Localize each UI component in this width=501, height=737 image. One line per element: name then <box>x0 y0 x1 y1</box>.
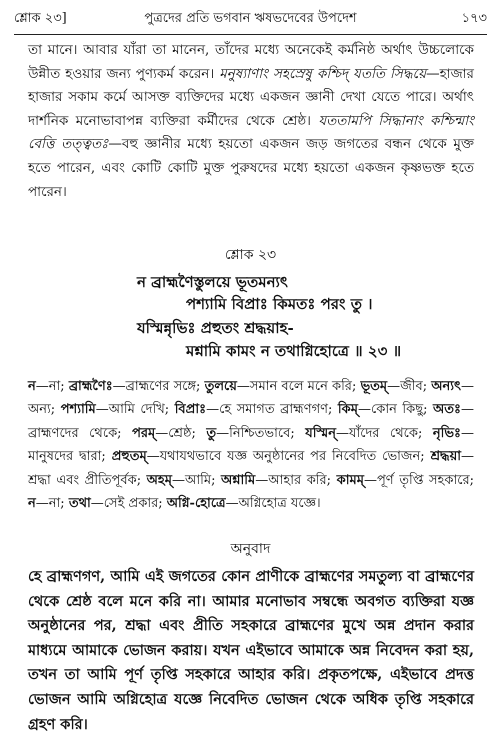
synonym-meaning: মানুষদের দ্বারা; <box>28 449 112 465</box>
synonym-meaning: ব্রাহ্মণের সঙ্গে; <box>125 379 205 394</box>
synonym-meaning: শ্রেষ্ঠ; <box>168 425 207 441</box>
synonym-word: তু <box>206 425 217 441</box>
synonym-meaning: নিশ্চিতভাবে; <box>229 425 306 441</box>
verse-line-2: পশ্যামি বিপ্রাঃ কিমতঃ পরং তু । <box>186 295 373 313</box>
header-rule <box>14 34 487 35</box>
synonym-word: শ্রদ্ধয়া <box>430 449 461 465</box>
synonym-meaning: সমান বলে মনে করি; <box>249 379 361 394</box>
synonym-meaning: অন্য; <box>28 402 61 418</box>
synonym-word: পশ্যামি <box>60 402 96 418</box>
synonym-word: অন্যৎ <box>431 379 461 394</box>
synonym-meaning: যথাযথভাবে যজ্ঞ অনুষ্ঠানের পর নিবেদিত ভোজন; <box>159 449 431 465</box>
synonym-word: তুলয়ে <box>204 379 237 394</box>
quote-bhagavad-gita-1: মনুষ্যাণাং সহস্রেষু কশ্চিদ্ যততি সিদ্ধয়ে <box>219 65 427 82</box>
synonym-word: অহম্ <box>146 472 172 488</box>
synonym-word: নৃভিঃ <box>432 425 461 441</box>
quote-bhagavad-gita-2: যততামপি সিদ্ধানাং কশ্চিন্মাং বেত্তি তত্ত্বতঃ <box>28 112 474 153</box>
synonym-meaning: অগ্নিহোত্র যজ্ঞে। <box>238 496 321 512</box>
synonym-word: কামম্ <box>336 472 364 488</box>
synonym-word: ন <box>28 496 36 512</box>
synonym-meaning: শ্রদ্ধা এবং প্রীতিপূর্বক; <box>28 472 147 488</box>
synonym-meaning: পূর্ণ তৃপ্তি সহকারে; <box>376 472 474 488</box>
translation-heading: অনুবাদ <box>230 541 271 557</box>
word-for-word-synonyms: ন—না; ব্রাহ্মণৈঃ—ব্রাহ্মণের সঙ্গে; তুলয়ে—সমান বলে মনে করি; ভূতম্—জীব; অন্যৎ—অন্য; পশ্যামি—আমি দেখি; বিপ্রাঃ—হে সমাগত ব্রাহ্মণগণ; কিম্—কোন কিছু; অতঃ—ব্রাহ্মণদের থেকে; পরম্—শ্রেষ্ঠ; তু—নিশ্চিতভাবে; যস্মিন্—যাঁদের থেকে; নৃভিঃ—মানুষদের দ্বারা; প্রহুতম্—যথাযথভাবে যজ্ঞ অনুষ্ঠানের পর নিবেদিত ভোজন; শ্রদ্ধয়া—শ্রদ্ধা এবং প্রীতিপূর্বক; অহম্—আমি; অশ্নামি—আহার করি; কামম্—পূর্ণ তৃপ্তি সহকারে; ন—না; তথা—সেই প্রকার; অগ্নি-হোত্রে—অগ্নিহোত্র যজ্ঞে। <box>28 379 474 512</box>
verse-line-1: ন ব্রাহ্মণৈস্তুলয়ে ভূতমন্যৎ <box>137 273 288 291</box>
synonym-meaning: জীব; <box>400 379 432 394</box>
synonym-word: ব্রাহ্মণৈঃ <box>68 379 113 394</box>
synonym-meaning: সেই প্রকার; <box>103 496 167 512</box>
synonym-meaning: আমি দেখি; <box>108 402 175 418</box>
synonym-word: অশ্নামি <box>221 472 256 488</box>
verse-heading: শ্লোক ২৩ <box>224 247 277 263</box>
header-verse-ref: শ্লোক ২৩] <box>14 11 67 26</box>
synonym-meaning: আহার করি; <box>268 472 337 488</box>
verse-line-4: মশ্নামি কামং ন তথাগ্নিহোত্রে ॥ ২৩ ॥ <box>186 342 402 360</box>
synonym-word: তথা <box>68 496 91 512</box>
purport-sentence-1: তা মানে। আবার যাঁরা তা মানেন, তাঁদের মধ্যে অনেকেই কর্মনিষ্ঠ অর্থাৎ উচ্চলোকে উন্নীত হওয়ার জন্য পুণ্যকর্ম করেন। <box>28 42 474 82</box>
synonym-word: যস্মিন্ <box>305 425 336 441</box>
synonym-meaning: হে সমাগত ব্রাহ্মণগণ; <box>219 402 338 418</box>
synonym-word: প্রহুতম্ <box>111 449 147 465</box>
synonym-word: ন <box>28 379 36 394</box>
purport-sentence-3: —বহু জ্ঞানীর মধ্যে হয়তো একজন জড় জগতের বন্ধন থেকে মুক্ত হতে পারেন, এবং কোটি কোটি মুক্ত পুরুষদের মধ্যে হয়তো একজন কৃষ্ণভক্ত হতে পারেন। <box>28 136 474 200</box>
synonym-meaning: না; <box>48 379 69 394</box>
synonym-meaning: আমি; <box>184 472 222 488</box>
translation-text: হে ব্রাহ্মণগণ, আমি এই জগতের কোন প্রাণীকে ব্রাহ্মণের সমতুল্য বা ব্রাহ্মণের থেকে শ্রেষ্ঠ বলে মনে করি না। আমার মনোভাব সম্বন্ধে অবগত ব্যক্তিরা যজ্ঞ অনুষ্ঠানের পর, শ্রদ্ধা এবং প্রীতি সহকারে ব্রাহ্মণের মুখে অন্ন প্রদান করার মাধ্যমে আমাকে ভোজন করায়। যখন এইভাবে আমাকে অন্ন নিবেদন করা হয়, তখন তা আমি পূর্ণ তৃপ্তি সহকারে আহার করি। প্রকৃতপক্ষে, এইভাবে প্রদত্ত ভোজন আমি অগ্নিহোত্র যজ্ঞে নিবেদিত ভোজন থেকে অধিক তৃপ্তি সহকারে গ্রহণ করি। <box>28 568 474 733</box>
page-number: ১৭৩ <box>461 11 487 26</box>
synonym-meaning: যাঁদের থেকে; <box>348 425 433 441</box>
purport-continuation <box>28 39 474 204</box>
running-header <box>14 9 487 29</box>
synonym-word: ভূতম্ <box>360 379 388 394</box>
synonym-meaning: ব্রাহ্মণদের থেকে; <box>28 425 133 441</box>
purport-sentence-2: —হাজার হাজার সকাম কর্মে আসক্ত ব্যক্তিদের মধ্যে একজন জ্ঞানী দেখা যেতে পারে। অর্থাৎ দার্শনিক মনোভাবাপন্ন ব্যক্তিরা কর্মীদের থেকে শ্রেষ্ঠ। <box>28 65 474 129</box>
synonym-word: অতঃ <box>433 402 461 418</box>
synonym-word: অগ্নি-হোত্রে <box>166 496 226 512</box>
synonym-meaning: কোন কিছু; <box>370 402 434 418</box>
header-chapter-title: পুত্রদের প্রতি ভগবান ঋষভদেবের উপদেশ <box>144 11 357 26</box>
verse-line-3: যস্মিন্নৃভিঃ প্রহুতং শ্রদ্ধয়াহ- <box>137 319 294 337</box>
synonym-word: পরম্ <box>132 425 156 441</box>
synonym-meaning: না; <box>48 496 69 512</box>
synonym-word: বিপ্রাঃ <box>174 402 207 418</box>
synonym-word: কিম্ <box>337 402 358 418</box>
